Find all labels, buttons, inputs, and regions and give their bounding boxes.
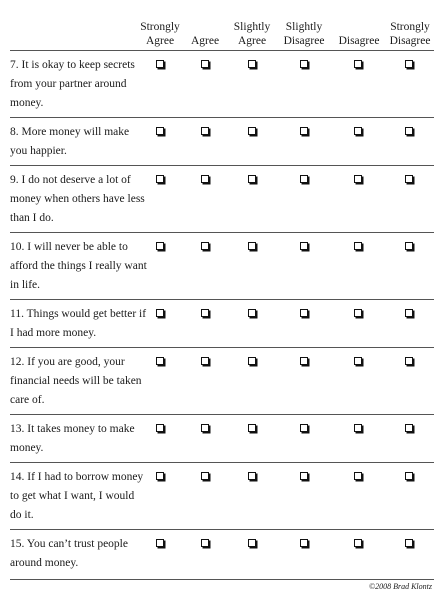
checkbox-slightly-agree[interactable]	[248, 472, 256, 480]
checkbox-disagree[interactable]	[354, 539, 362, 547]
question-text: 8. More money will make you happier.	[10, 126, 130, 157]
checkbox-disagree[interactable]	[354, 127, 362, 135]
checkbox-strongly-agree[interactable]	[156, 309, 164, 317]
checkbox-slightly-agree[interactable]	[248, 175, 256, 183]
checkbox-strongly-disagree[interactable]	[405, 424, 413, 432]
checkbox-agree[interactable]	[201, 424, 209, 432]
checkbox-strongly-agree[interactable]	[156, 357, 164, 365]
checkbox-strongly-disagree[interactable]	[405, 175, 413, 183]
question-text: 7. It is okay to keep secrets from your partner around money.	[10, 59, 135, 109]
question-row-10	[10, 232, 434, 299]
checkbox-strongly-agree[interactable]	[156, 127, 164, 135]
scale-header	[0, 8, 448, 48]
checkbox-slightly-disagree[interactable]	[300, 472, 308, 480]
checkbox-slightly-agree[interactable]	[248, 309, 256, 317]
checkbox-slightly-disagree[interactable]	[300, 127, 308, 135]
question-row-11	[10, 299, 434, 347]
checkbox-slightly-agree[interactable]	[248, 242, 256, 250]
question-text: 11. Things would get better if I had more money.	[10, 308, 147, 339]
question-text: 9. I do not deserve a lot of money when others have less than I do.	[10, 174, 145, 224]
checkbox-slightly-disagree[interactable]	[300, 539, 308, 547]
question-text: 12. If you are good, your financial needs will be taken care of.	[10, 356, 142, 406]
checkbox-disagree[interactable]	[354, 60, 362, 68]
question-text: 13. It takes money to make money.	[10, 423, 135, 454]
checkbox-disagree[interactable]	[354, 175, 362, 183]
checkbox-strongly-disagree[interactable]	[405, 242, 413, 250]
checkbox-strongly-disagree[interactable]	[405, 309, 413, 317]
checkbox-slightly-disagree[interactable]	[300, 242, 308, 250]
checkbox-strongly-disagree[interactable]	[405, 127, 413, 135]
question-list	[10, 50, 434, 580]
checkbox-strongly-agree[interactable]	[156, 175, 164, 183]
checkbox-agree[interactable]	[201, 60, 209, 68]
header-strongly-agree: Strongly Agree	[140, 21, 180, 47]
question-text: 15. You can’t trust people around money.	[10, 538, 128, 569]
checkbox-slightly-agree[interactable]	[248, 424, 256, 432]
checkbox-slightly-disagree[interactable]	[300, 357, 308, 365]
checkbox-slightly-agree[interactable]	[248, 539, 256, 547]
checkbox-agree[interactable]	[201, 309, 209, 317]
checkbox-strongly-agree[interactable]	[156, 60, 164, 68]
checkbox-strongly-agree[interactable]	[156, 242, 164, 250]
checkbox-slightly-disagree[interactable]	[300, 60, 308, 68]
checkbox-agree[interactable]	[201, 472, 209, 480]
header-agree: Agree	[190, 35, 220, 47]
checkbox-agree[interactable]	[201, 127, 209, 135]
checkbox-agree[interactable]	[201, 242, 209, 250]
checkbox-strongly-agree[interactable]	[156, 539, 164, 547]
question-text: 10. I will never be able to afford the things I really want in life.	[10, 241, 147, 291]
checkbox-strongly-disagree[interactable]	[405, 472, 413, 480]
question-row-12	[10, 347, 434, 414]
question-row-14	[10, 462, 434, 529]
checkbox-slightly-disagree[interactable]	[300, 424, 308, 432]
copyright-notice: ©2008 Brad Klontz	[369, 582, 432, 591]
checkbox-strongly-disagree[interactable]	[405, 60, 413, 68]
checkbox-slightly-disagree[interactable]	[300, 175, 308, 183]
checkbox-disagree[interactable]	[354, 357, 362, 365]
checkbox-disagree[interactable]	[354, 472, 362, 480]
question-row-8	[10, 117, 434, 165]
header-slightly-agree: Slightly Agree	[233, 21, 271, 47]
checkbox-slightly-agree[interactable]	[248, 127, 256, 135]
checkbox-slightly-agree[interactable]	[248, 60, 256, 68]
checkbox-disagree[interactable]	[354, 242, 362, 250]
checkbox-disagree[interactable]	[354, 309, 362, 317]
checkbox-agree[interactable]	[201, 539, 209, 547]
checkbox-strongly-disagree[interactable]	[405, 357, 413, 365]
checkbox-slightly-agree[interactable]	[248, 357, 256, 365]
bottom-rule	[10, 579, 434, 580]
checkbox-agree[interactable]	[201, 175, 209, 183]
question-row-9	[10, 165, 434, 232]
header-strongly-disagree: Strongly Disagree	[389, 21, 431, 47]
checkbox-strongly-agree[interactable]	[156, 424, 164, 432]
checkbox-strongly-agree[interactable]	[156, 472, 164, 480]
checkbox-disagree[interactable]	[354, 424, 362, 432]
checkbox-strongly-disagree[interactable]	[405, 539, 413, 547]
checkbox-slightly-disagree[interactable]	[300, 309, 308, 317]
question-row-13	[10, 414, 434, 462]
header-slightly-disagree: Slightly Disagree	[283, 21, 325, 47]
question-text: 14. If I had to borrow money to get what I want, I would do it.	[10, 471, 144, 521]
question-row-15	[10, 529, 434, 579]
header-disagree: Disagree	[338, 35, 380, 47]
checkbox-agree[interactable]	[201, 357, 209, 365]
question-row-7	[10, 50, 434, 117]
